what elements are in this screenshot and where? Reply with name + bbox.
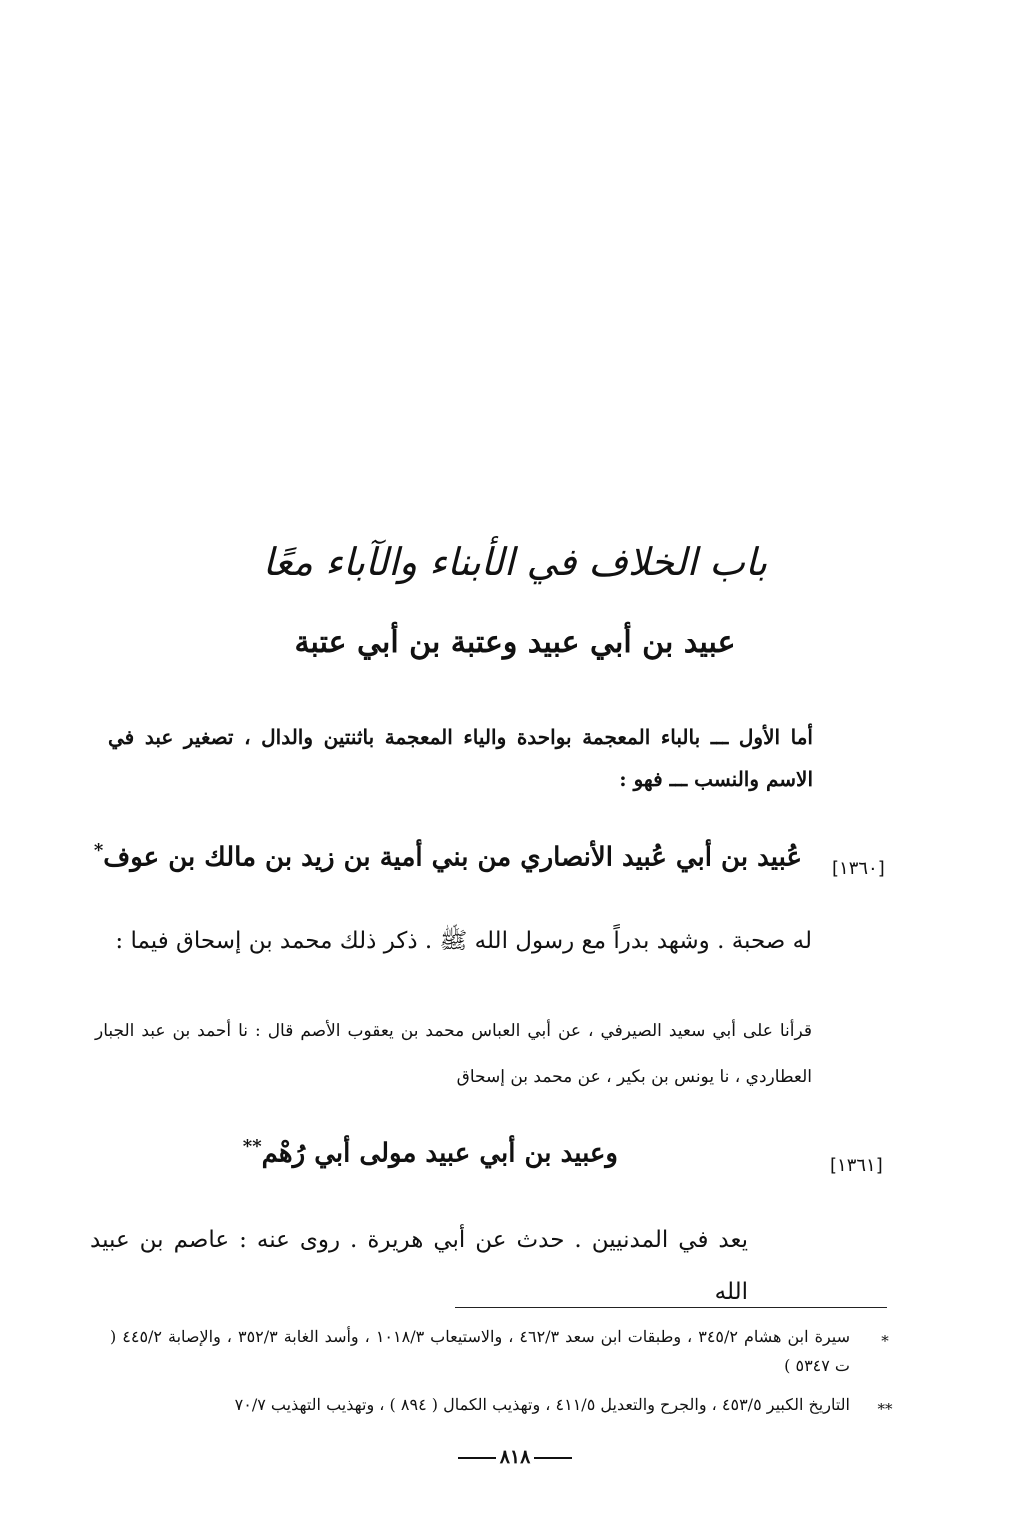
entry-heading xyxy=(94,840,802,873)
footnote-text: التاريخ الكبير ٤٥٣/٥ ، والجرح والتعديل ٤١١/٥ ، وتهذيب الكمال ( ٨٩٤ ) ، وتهذيب التهذيب ٧٠/٧ xyxy=(234,1395,850,1414)
page-number-dash xyxy=(534,1457,572,1459)
entry-heading xyxy=(243,1136,618,1169)
page-number-dash xyxy=(458,1457,496,1459)
footnote-text: سيرة ابن هشام ٣٤٥/٢ ، وطبقات ابن سعد ٤٦٢/٣ ، والاستيعاب ١٠١٨/٣ ، وأسد الغابة ٣٥٢/٣ ، والإصابة ٤٤٥/٢ ( ت ٥٣٤٧ ) xyxy=(110,1327,851,1375)
entry-isnad: قرأنا على أبي سعيد الصيرفي ، عن أبي العباس محمد بن يعقوب الأصم قال : نا أحمد بن عبد الجبار العطاردي ، نا يونس بن بكير ، عن محمد بن إسحاق xyxy=(95,1021,812,1087)
entry-number: [١٣٦١] xyxy=(830,1155,883,1176)
footnote-divider xyxy=(455,1307,887,1308)
entry-number: [١٣٦٠] xyxy=(832,858,885,879)
page-number-text: ٨١٨ xyxy=(499,1446,531,1468)
footnote-marker: ** xyxy=(877,1400,893,1418)
footnote-marker: ** xyxy=(242,1136,262,1157)
entry-body: يعد في المدنيين . حدث عن أبي هريرة . روى عنه : عاصم بن عبيد الله xyxy=(90,1227,748,1305)
entry-body: له صحبة . وشهد بدراً مع رسول الله ﷺ . ذكر ذلك محمد بن إسحاق فيما : xyxy=(115,928,812,954)
intro-paragraph: أما الأول ـــ بالباء المعجمة بواحدة والياء المعجمة باثنتين والدال ، تصغير عبد في الاسم والنسب ـــ فهو : xyxy=(108,725,813,791)
footnote-marker: * xyxy=(93,840,104,861)
chapter-title: باب الخلاف في الأبناء والآباء معًا xyxy=(262,540,768,584)
entry-heading-text: وعبيد بن أبي عبيد مولى أبي رُهْم xyxy=(261,1138,618,1169)
page-number xyxy=(0,1446,1030,1468)
section-title: عبيد بن أبي عبيد وعتبة بن أبي عتبة xyxy=(294,625,736,660)
footnote-marker: * xyxy=(881,1332,889,1350)
entry-heading-text: عُبيد بن أبي عُبيد الأنصاري من بني أمية بن زيد بن مالك بن عوف xyxy=(103,842,802,873)
